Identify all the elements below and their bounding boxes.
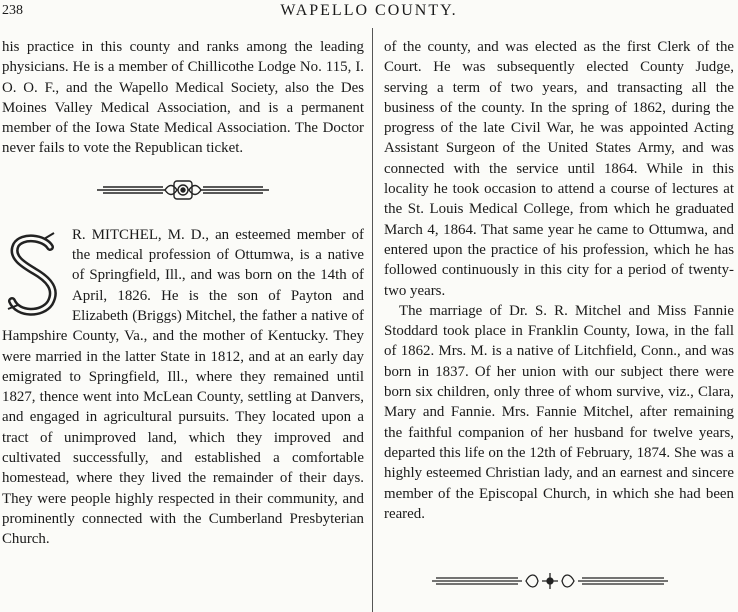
left-paragraph-1: his practice in this county and ranks among the leading physicians. He is a member of Chillicothe Lodge No. 115, I. O. O. F., and the Wapello Medical Society, also the Des Moines Valley Medical Association, and is a permanent member of the Iowa State Medical Association. The Doctor never fails to vote the Republican ticket. bbox=[2, 39, 364, 157]
drop-cap-glyph bbox=[4, 231, 64, 317]
drop-cap bbox=[4, 231, 64, 317]
left-paragraph-2-body: an esteemed member of the medical profession of Ottumwa, is a native of Springfield, Ill., and was born on the 14th of April, 1826. He is the son of Payton and Elizabeth (Briggs) Mitchel, the father a native of Hampshire County, Va., and the mother of Kentucky. They were married in the latter State in 1812, and at an early day emigrated to Springfield, Ill., where they remained until 1827, thence went into McLean County, settling at Danvers, and engaged in agricultural pursuits. They located upon a tract of unimproved land, which they improved and cultivated successfully, and established a comfortable homestead, where they lived the remainder of their days. They were people highly respected in their community, and prominently connected with the Cumberland Presbyterian Church. bbox=[2, 226, 364, 548]
right-paragraph-1: of the county, and was elected as the first Clerk of the Court. He was subsequently elected County Judge, serving a term of two years, and transacting all the business of the county. In the spring of 1862, during the progress of the late Civil War, he was appointed Acting Assistant Surgeon of the United States Army, and was connected with the service until 1864. While in this locality he took occasion to attend a course of lectures at the St. Louis Medical College, from which he graduated March 4, 1864. That same year he came to Ottumwa, and entered upon the practice of his profession, which he has followed continuously in this city for a period of twenty-two years. bbox=[384, 39, 734, 299]
column-divider bbox=[372, 28, 373, 612]
end-ornament bbox=[430, 571, 670, 591]
right-paragraph-2: The marriage of Dr. S. R. Mitchel and Miss Fannie Stoddard took place in Franklin County, Iowa, in the fall of 1862. Mrs. M. is a native of Litchfield, Conn., and was born in 1837. Of her union with our subject there were born six children, only three of whom survive, viz., Clara, Mary and Fannie. Mrs. Fannie Mitchel, after remaining the faithful companion of her husband for twelve years, departed this life on the 12th of February, 1874. She was a highly esteemed Christian lady, and an earnest and sincere member of the Episcopal Church, in which she had been reared. bbox=[384, 302, 734, 522]
left-column bbox=[2, 37, 364, 550]
right-column bbox=[384, 37, 734, 524]
left-paragraph-2 bbox=[2, 225, 364, 550]
subject-name: R. MITCHEL, M. D., bbox=[72, 226, 209, 243]
page-number: 238 bbox=[2, 3, 23, 18]
section-ornament bbox=[93, 177, 273, 203]
page-header bbox=[0, 0, 738, 26]
running-title: WAPELLO COUNTY. bbox=[280, 2, 458, 19]
